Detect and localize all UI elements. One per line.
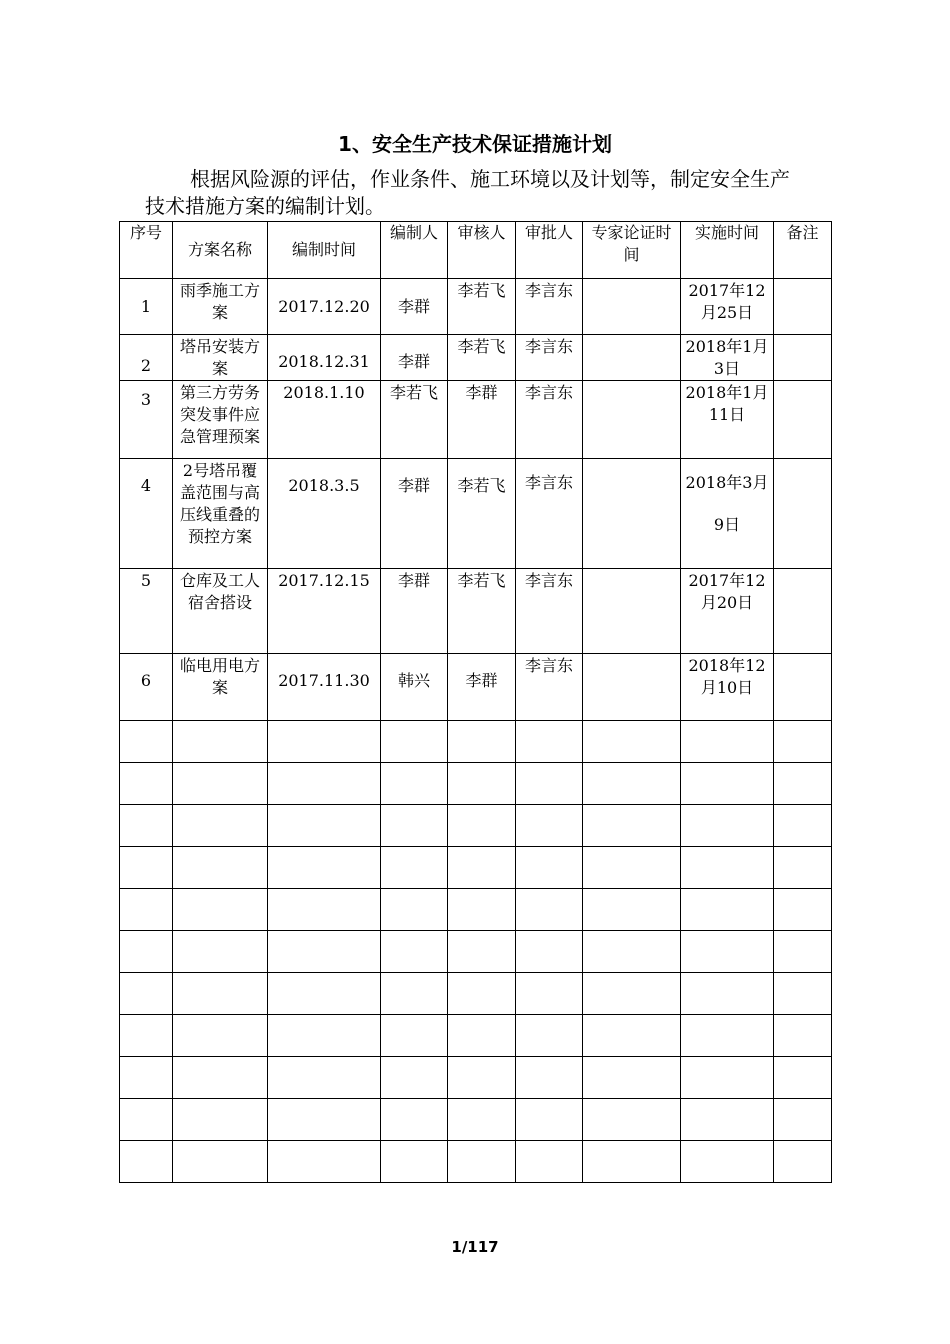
- empty-cell: [268, 1099, 381, 1141]
- empty-cell: [681, 763, 774, 805]
- cell-seq: 5: [120, 569, 173, 654]
- cell-approver: 李言东: [516, 279, 583, 335]
- empty-cell: [268, 931, 381, 973]
- page-separator: /: [461, 1238, 468, 1256]
- cell-approver: 李言东: [516, 459, 583, 569]
- cell-compile-time: 2017.12.15: [268, 569, 381, 654]
- table-row-empty: [120, 847, 832, 889]
- empty-cell: [774, 1015, 832, 1057]
- cell-impl-time: 2018年1月3日: [681, 335, 774, 381]
- header-expert-time: 专家论证时间: [583, 222, 681, 279]
- empty-cell: [516, 1057, 583, 1099]
- table-row: [120, 654, 832, 721]
- empty-cell: [516, 1099, 583, 1141]
- cell-name: 临电用电方案: [173, 654, 268, 721]
- empty-cell: [120, 931, 173, 973]
- empty-cell: [583, 1015, 681, 1057]
- header-compiler: 编制人: [381, 222, 448, 279]
- table-row: [120, 335, 832, 381]
- cell-compile-time: 2018.12.31: [268, 335, 381, 381]
- empty-cell: [583, 973, 681, 1015]
- empty-cell: [381, 1057, 448, 1099]
- cell-compile-time: 2018.1.10: [268, 381, 381, 459]
- empty-cell: [120, 763, 173, 805]
- empty-cell: [448, 931, 516, 973]
- empty-cell: [448, 763, 516, 805]
- empty-cell: [173, 805, 268, 847]
- empty-cell: [583, 763, 681, 805]
- cell-expert-time: [583, 459, 681, 569]
- cell-compile-time: 2017.12.20: [268, 279, 381, 335]
- table-header-row: [120, 222, 832, 279]
- cell-remark: [774, 459, 832, 569]
- empty-cell: [583, 1141, 681, 1183]
- table-row-empty: [120, 1057, 832, 1099]
- header-seq: 序号: [120, 222, 173, 279]
- header-compile-time: 编制时间: [268, 222, 381, 279]
- empty-cell: [774, 1141, 832, 1183]
- cell-expert-time: [583, 654, 681, 721]
- empty-cell: [681, 805, 774, 847]
- empty-cell: [381, 931, 448, 973]
- empty-cell: [120, 889, 173, 931]
- cell-name: 雨季施工方案: [173, 279, 268, 335]
- empty-cell: [774, 973, 832, 1015]
- table-row-empty: [120, 1099, 832, 1141]
- empty-cell: [583, 931, 681, 973]
- cell-impl-time: 2017年12月20日: [681, 569, 774, 654]
- cell-expert-time: [583, 335, 681, 381]
- empty-cell: [173, 1057, 268, 1099]
- cell-seq: 6: [120, 654, 173, 721]
- empty-cell: [173, 1141, 268, 1183]
- cell-name: 塔吊安装方案: [173, 335, 268, 381]
- empty-cell: [774, 763, 832, 805]
- empty-cell: [448, 721, 516, 763]
- cell-expert-time: [583, 569, 681, 654]
- empty-cell: [448, 805, 516, 847]
- empty-cell: [448, 1057, 516, 1099]
- cell-remark: [774, 279, 832, 335]
- empty-cell: [516, 973, 583, 1015]
- empty-cell: [381, 805, 448, 847]
- empty-cell: [381, 763, 448, 805]
- empty-cell: [681, 1099, 774, 1141]
- cell-approver: 李言东: [516, 654, 583, 721]
- cell-reviewer: 李若飞: [448, 335, 516, 381]
- cell-remark: [774, 569, 832, 654]
- empty-cell: [448, 889, 516, 931]
- empty-cell: [381, 721, 448, 763]
- table-row: [120, 569, 832, 654]
- page-title: 1、安全生产技术保证措施计划: [338, 132, 612, 156]
- empty-cell: [173, 1099, 268, 1141]
- table-row-empty: [120, 763, 832, 805]
- empty-cell: [173, 763, 268, 805]
- empty-cell: [774, 847, 832, 889]
- cell-expert-time: [583, 381, 681, 459]
- current-page: 1: [451, 1238, 462, 1256]
- empty-cell: [381, 973, 448, 1015]
- empty-cell: [774, 1057, 832, 1099]
- empty-cell: [448, 1141, 516, 1183]
- empty-cell: [120, 721, 173, 763]
- cell-seq: 4: [120, 459, 173, 569]
- empty-cell: [681, 847, 774, 889]
- table-row: [120, 459, 832, 569]
- empty-cell: [120, 973, 173, 1015]
- table-row-empty: [120, 1015, 832, 1057]
- empty-cell: [120, 1141, 173, 1183]
- header-impl-time: 实施时间: [681, 222, 774, 279]
- empty-cell: [448, 847, 516, 889]
- header-remark: 备注: [774, 222, 832, 279]
- empty-cell: [774, 1099, 832, 1141]
- empty-cell: [681, 1141, 774, 1183]
- cell-seq: 1: [120, 279, 173, 335]
- empty-cell: [173, 847, 268, 889]
- empty-cell: [583, 805, 681, 847]
- empty-cell: [774, 931, 832, 973]
- header-reviewer: 审核人: [448, 222, 516, 279]
- empty-cell: [583, 1057, 681, 1099]
- page-number: [0, 1238, 950, 1256]
- empty-cell: [516, 805, 583, 847]
- empty-cell: [381, 1099, 448, 1141]
- empty-cell: [120, 847, 173, 889]
- empty-cell: [120, 1015, 173, 1057]
- empty-cell: [268, 973, 381, 1015]
- intro-paragraph: 根据风险源的评估，作业条件、施工环境以及计划等，制定安全生产技术措施方案的编制计划。: [145, 167, 790, 218]
- empty-cell: [516, 847, 583, 889]
- table-row-empty: [120, 721, 832, 763]
- empty-cell: [583, 1099, 681, 1141]
- cell-reviewer: 李若飞: [448, 569, 516, 654]
- cell-approver: 李言东: [516, 381, 583, 459]
- total-pages: 117: [467, 1238, 499, 1256]
- empty-cell: [681, 931, 774, 973]
- cell-approver: 李言东: [516, 335, 583, 381]
- empty-cell: [774, 805, 832, 847]
- empty-cell: [448, 1015, 516, 1057]
- empty-cell: [681, 721, 774, 763]
- empty-cell: [583, 721, 681, 763]
- empty-cell: [381, 889, 448, 931]
- empty-cell: [681, 889, 774, 931]
- cell-compile-time: 2018.3.5: [268, 459, 381, 569]
- cell-name: 2号塔吊覆盖范围与高压线重叠的预控方案: [173, 459, 268, 569]
- cell-seq: 3: [120, 381, 173, 459]
- cell-compiler: 李群: [381, 279, 448, 335]
- table-row-empty: [120, 1141, 832, 1183]
- empty-cell: [268, 1015, 381, 1057]
- empty-cell: [516, 763, 583, 805]
- empty-cell: [173, 973, 268, 1015]
- cell-compile-time: 2017.11.30: [268, 654, 381, 721]
- cell-reviewer: 李群: [448, 654, 516, 721]
- table-row: [120, 381, 832, 459]
- empty-cell: [381, 1015, 448, 1057]
- cell-compiler: 李群: [381, 569, 448, 654]
- cell-expert-time: [583, 279, 681, 335]
- empty-cell: [173, 721, 268, 763]
- table-row: [120, 279, 832, 335]
- empty-cell: [448, 1099, 516, 1141]
- empty-cell: [681, 1015, 774, 1057]
- cell-impl-time: 2018年1月11日: [681, 381, 774, 459]
- empty-cell: [268, 763, 381, 805]
- empty-cell: [173, 889, 268, 931]
- empty-cell: [381, 1141, 448, 1183]
- header-approver: 审批人: [516, 222, 583, 279]
- cell-reviewer: 李群: [448, 381, 516, 459]
- cell-compiler: 李群: [381, 335, 448, 381]
- cell-name: 第三方劳务突发事件应急管理预案: [173, 381, 268, 459]
- empty-cell: [516, 1015, 583, 1057]
- empty-cell: [583, 847, 681, 889]
- empty-cell: [448, 973, 516, 1015]
- empty-cell: [120, 805, 173, 847]
- table-row-empty: [120, 973, 832, 1015]
- empty-cell: [268, 1057, 381, 1099]
- cell-remark: [774, 335, 832, 381]
- empty-cell: [120, 1057, 173, 1099]
- cell-compiler: 李群: [381, 459, 448, 569]
- cell-remark: [774, 654, 832, 721]
- cell-reviewer: 李若飞: [448, 279, 516, 335]
- empty-cell: [173, 931, 268, 973]
- header-name: 方案名称: [173, 222, 268, 279]
- plan-table: [119, 221, 832, 1183]
- cell-name: 仓库及工人宿舍搭设: [173, 569, 268, 654]
- empty-cell: [381, 847, 448, 889]
- empty-cell: [583, 889, 681, 931]
- table-row-empty: [120, 805, 832, 847]
- empty-cell: [681, 973, 774, 1015]
- empty-cell: [516, 889, 583, 931]
- empty-cell: [268, 1141, 381, 1183]
- cell-impl-time: 2018年12月10日: [681, 654, 774, 721]
- empty-cell: [268, 805, 381, 847]
- cell-impl-time: 2017年12月25日: [681, 279, 774, 335]
- cell-approver: 李言东: [516, 569, 583, 654]
- cell-remark: [774, 381, 832, 459]
- table-row-empty: [120, 931, 832, 973]
- cell-reviewer: 李若飞: [448, 459, 516, 569]
- empty-cell: [120, 1099, 173, 1141]
- cell-impl-time: 2018年3月9日: [681, 459, 774, 569]
- empty-cell: [268, 847, 381, 889]
- empty-cell: [681, 1057, 774, 1099]
- empty-cell: [516, 721, 583, 763]
- cell-seq: 2: [120, 335, 173, 381]
- cell-compiler: 韩兴: [381, 654, 448, 721]
- empty-cell: [268, 721, 381, 763]
- empty-cell: [516, 1141, 583, 1183]
- cell-compiler: 李若飞: [381, 381, 448, 459]
- table-row-empty: [120, 889, 832, 931]
- empty-cell: [268, 889, 381, 931]
- empty-cell: [774, 889, 832, 931]
- empty-cell: [173, 1015, 268, 1057]
- empty-cell: [516, 931, 583, 973]
- empty-cell: [774, 721, 832, 763]
